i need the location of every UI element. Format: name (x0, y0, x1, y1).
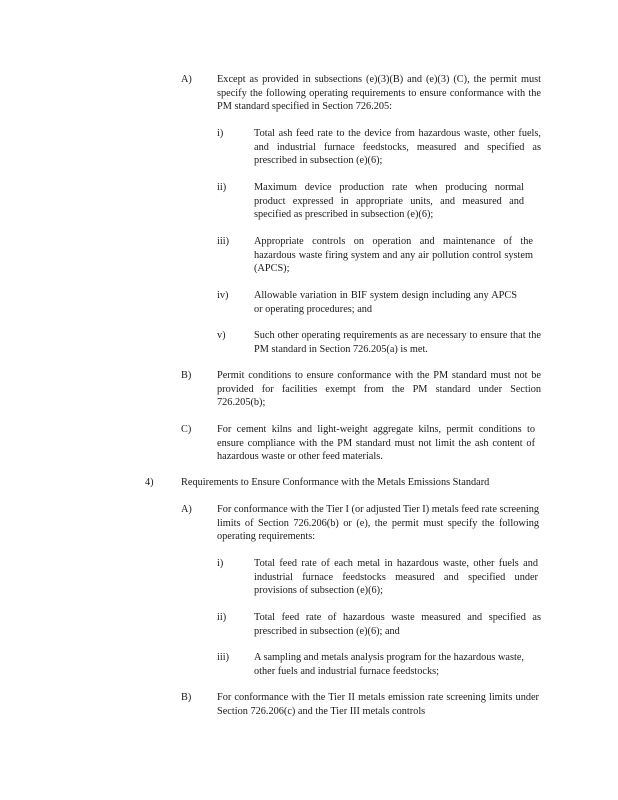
item-label: ii) (217, 182, 227, 193)
item-label: 4) (145, 477, 154, 488)
paragraph-text: For conformance with the Tier II metals emission rate screening limits under Section 726.206(c) and the Tier III metals controls (217, 692, 539, 717)
paragraph-text: Total feed rate of each metal in hazardous waste, other fuels and industrial furnace feedstocks measured and specified under provisions of subsection (e)(6); (254, 558, 538, 597)
item-label: ii) (217, 612, 227, 623)
paragraph-text: Allowable variation in BIF system design including any APCS or operating procedures; and (254, 290, 517, 315)
paragraph-text: A sampling and metals analysis program for the hazardous waste, other fuels and industrial furnace feedstocks; (254, 652, 524, 677)
paragraph-text: Appropriate controls on operation and maintenance of the hazardous waste firing system and any air pollution control system (APCS); (254, 236, 533, 275)
item-label: C) (181, 424, 192, 435)
item-label: iv) (217, 290, 229, 301)
paragraph-text: For cement kilns and light-weight aggregate kilns, permit conditions to ensure compliance with the PM standard must not limit the ash content of hazardous waste or other feed materials. (217, 424, 535, 463)
item-label: A) (181, 74, 192, 85)
item-label: iii) (217, 652, 230, 663)
paragraph-text: For conformance with the Tier I (or adjusted Tier I) metals feed rate screening limits of Section 726.206(b) or (e), the permit must specify the following operating requirements: (217, 504, 539, 543)
paragraph-text: Such other operating requirements as are necessary to ensure that the PM standard in Section 726.205(a) is met. (254, 330, 541, 355)
paragraph-text: Except as provided in subsections (e)(3)(B) and (e)(3) (C), the permit must specify the following operating requirements to ensure conformance with the PM standard specified in Section 726.205: (217, 74, 541, 113)
paragraph-text: Permit conditions to ensure conformance with the PM standard must not be provided for facilities exempt from the PM standard under Section 726.205(b); (217, 370, 541, 409)
item-label: B) (181, 692, 192, 703)
item-label: iii) (217, 236, 230, 247)
item-label: i) (217, 128, 224, 139)
section-heading: Requirements to Ensure Conformance with the Metals Emissions Standard (181, 477, 490, 488)
item-label: v) (217, 330, 226, 341)
paragraph-text: Maximum device production rate when producing normal product expressed in appropriate units, and measured and specified as prescribed in subsection (e)(6); (254, 182, 524, 221)
item-label: A) (181, 504, 192, 515)
item-label: B) (181, 370, 192, 381)
item-label: i) (217, 558, 224, 569)
paragraph-text: Total ash feed rate to the device from hazardous waste, other fuels, and industrial furnace feedstocks, measured and specified as prescribed in subsection (e)(6); (254, 128, 541, 167)
paragraph-text: Total feed rate of hazardous waste measured and specified as prescribed in subsection (e)(6); and (254, 612, 541, 637)
